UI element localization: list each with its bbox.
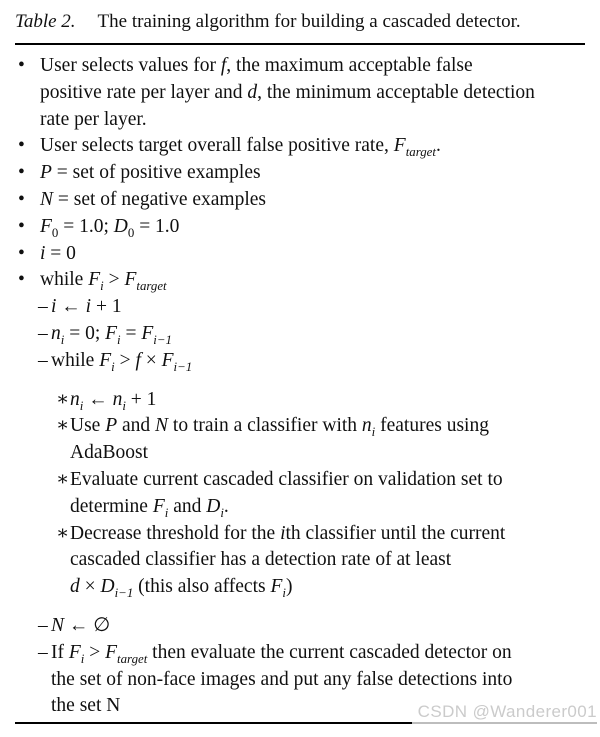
item-text <box>70 415 489 463</box>
math-subscript: i−1 <box>173 359 193 374</box>
text-run: = 1.0; <box>58 215 114 237</box>
text-run: = set of negative examples <box>53 188 266 210</box>
text-run: User selects values for <box>40 55 221 76</box>
text-run: + 1 <box>125 388 157 410</box>
math-variable: i <box>40 242 46 264</box>
text-run: User selects target overall false positive rate, <box>40 135 394 157</box>
math-subscript: i−1 <box>153 332 172 347</box>
math-variable: N <box>155 415 169 437</box>
table-caption-label: Table 2. <box>15 11 76 32</box>
math-variable: D <box>206 495 221 517</box>
algorithm-item <box>0 214 600 241</box>
math-subscript: i <box>371 425 376 440</box>
math-variable: D <box>113 215 128 237</box>
math-subscript: i <box>164 505 169 520</box>
math-subscript: 0 <box>127 225 135 240</box>
math-subscript: target <box>405 145 436 160</box>
dash-marker: – <box>38 349 48 371</box>
dash-marker: – <box>38 641 48 663</box>
math-subscript: i <box>117 332 121 347</box>
bullet-marker: • <box>18 215 25 237</box>
math-variable: n <box>70 388 80 410</box>
math-variable: f <box>135 349 141 371</box>
math-variable: F <box>105 322 118 344</box>
top-rule <box>15 43 585 45</box>
math-subscript: i <box>79 398 84 413</box>
item-text <box>40 243 76 264</box>
item-text <box>40 55 535 130</box>
math-subscript: target <box>136 279 167 294</box>
dash-marker: – <box>38 614 48 636</box>
math-variable: F <box>141 322 154 344</box>
bullet-marker: • <box>18 188 25 210</box>
math-subscript: i <box>282 586 286 601</box>
algorithm-item <box>0 348 600 375</box>
math-variable: f <box>220 55 227 76</box>
math-variable: N <box>40 188 54 210</box>
math-variable: N <box>51 614 65 636</box>
algorithm-item <box>0 467 600 521</box>
item-text <box>40 215 180 240</box>
math-subscript: i <box>60 332 65 347</box>
text-run: = 0 <box>45 242 76 264</box>
table-caption <box>15 9 521 35</box>
text-run: . <box>223 495 229 517</box>
table-caption-text: The training algorithm for building a cascaded detector. <box>97 11 521 32</box>
math-variable: F <box>124 269 137 291</box>
item-text <box>40 162 261 183</box>
math-variable: F <box>99 349 112 371</box>
math-variable: i <box>85 296 92 318</box>
text-run: × <box>140 349 162 371</box>
algorithm-item <box>0 53 600 133</box>
bottom-rule-faded <box>412 722 597 724</box>
math-variable: n <box>361 415 372 437</box>
math-subscript: i <box>111 359 115 374</box>
bullet-marker: • <box>18 242 25 264</box>
text-run: to train a classifier with <box>168 415 362 437</box>
math-variable: D <box>100 576 115 598</box>
text-run: > <box>84 641 106 663</box>
text-run: ← ∅ <box>64 614 111 636</box>
item-text <box>51 349 193 374</box>
text-run: while <box>40 269 89 291</box>
text-run: = <box>120 322 142 344</box>
dash-marker: – <box>38 296 48 318</box>
bullet-marker: • <box>18 55 25 76</box>
algorithm-item <box>0 387 600 414</box>
item-text <box>51 615 110 636</box>
math-variable: n <box>51 322 61 344</box>
algorithm-item <box>0 613 600 640</box>
item-text <box>51 322 172 347</box>
math-subscript: i <box>220 505 224 520</box>
math-subscript: target <box>117 651 148 666</box>
text-run: + 1 <box>91 296 122 318</box>
algorithm-item <box>0 133 600 160</box>
item-text <box>51 296 122 317</box>
math-variable: F <box>105 641 118 663</box>
text-run: AdaBoost <box>70 442 148 464</box>
math-subscript: i−1 <box>114 586 134 601</box>
star-marker: ∗ <box>56 468 70 490</box>
algorithm-item <box>0 294 600 321</box>
math-variable: F <box>152 495 165 517</box>
math-variable: i <box>51 296 57 318</box>
item-text <box>40 135 441 160</box>
item-text <box>40 189 266 210</box>
text-run: rate per layer. <box>40 108 147 130</box>
text-run: , the minimum acceptable detection <box>257 81 535 103</box>
math-subscript: i <box>100 279 104 294</box>
math-variable: F <box>88 269 101 291</box>
text-run: (this also affects <box>133 576 271 598</box>
watermark: CSDN @Wanderer001 <box>417 702 597 721</box>
item-text <box>70 388 157 413</box>
math-variable: F <box>161 349 174 371</box>
text-run: Evaluate current cascaded classifier on validation set to <box>70 468 503 490</box>
text-run: the set N <box>51 695 121 717</box>
text-run: positive rate per layer and <box>40 81 248 103</box>
text-run: and <box>168 495 207 517</box>
math-subscript: 0 <box>51 225 59 240</box>
text-run: , the maximum acceptable false <box>226 55 473 76</box>
math-variable: F <box>68 641 81 663</box>
math-variable: F <box>393 135 406 157</box>
text-run: = set of positive examples <box>51 162 261 184</box>
algorithm-item <box>0 267 600 294</box>
text-run: th classifier until the current <box>285 522 506 544</box>
algorithm-item <box>0 187 600 214</box>
bottom-rule <box>15 722 412 724</box>
math-variable: d <box>70 576 80 598</box>
bullet-marker: • <box>18 135 25 157</box>
text-run: features using <box>375 415 489 437</box>
math-variable: n <box>112 388 123 410</box>
text-run: determine <box>70 495 153 517</box>
algorithm-item <box>0 413 600 467</box>
text-run: If <box>51 641 69 663</box>
text-run: then evaluate the current cascaded detector on <box>147 641 512 663</box>
text-run: Decrease threshold for the <box>70 522 281 544</box>
algorithm-item <box>0 241 600 268</box>
text-run: × <box>79 576 101 598</box>
math-variable: P <box>105 415 118 437</box>
text-run: ) <box>285 576 293 598</box>
text-run: ← <box>56 296 86 318</box>
item-text <box>40 269 167 294</box>
math-variable: P <box>40 162 52 184</box>
text-run: and <box>117 415 156 437</box>
star-marker: ∗ <box>56 522 70 544</box>
dash-marker: – <box>38 322 48 344</box>
math-variable: F <box>270 576 283 598</box>
math-subscript: i <box>80 651 85 666</box>
algorithm-item <box>0 521 600 601</box>
math-variable: i <box>280 522 286 544</box>
star-marker: ∗ <box>56 415 70 437</box>
item-text <box>70 468 503 520</box>
text-run: > <box>114 349 136 371</box>
text-run: Use <box>70 415 106 437</box>
math-subscript: i <box>122 398 126 413</box>
algorithm-item <box>0 160 600 187</box>
text-run: . <box>435 135 441 157</box>
text-run: ← <box>83 388 113 410</box>
text-run: = 1.0 <box>134 215 180 237</box>
bullet-marker: • <box>18 269 25 291</box>
bullet-marker: • <box>18 162 25 184</box>
text-run: = 0; <box>64 322 106 344</box>
text-run: cascaded classifier has a detection rate of at least <box>70 549 452 571</box>
algorithm-item <box>0 321 600 348</box>
item-text <box>70 522 506 601</box>
text-run: while <box>51 349 100 371</box>
text-run: > <box>103 269 125 291</box>
math-variable: F <box>40 215 52 237</box>
star-marker: ∗ <box>56 388 70 410</box>
algorithm-list <box>0 53 600 720</box>
math-variable: d <box>247 81 258 103</box>
text-run: the set of non-face images and put any false detections into <box>51 668 513 690</box>
